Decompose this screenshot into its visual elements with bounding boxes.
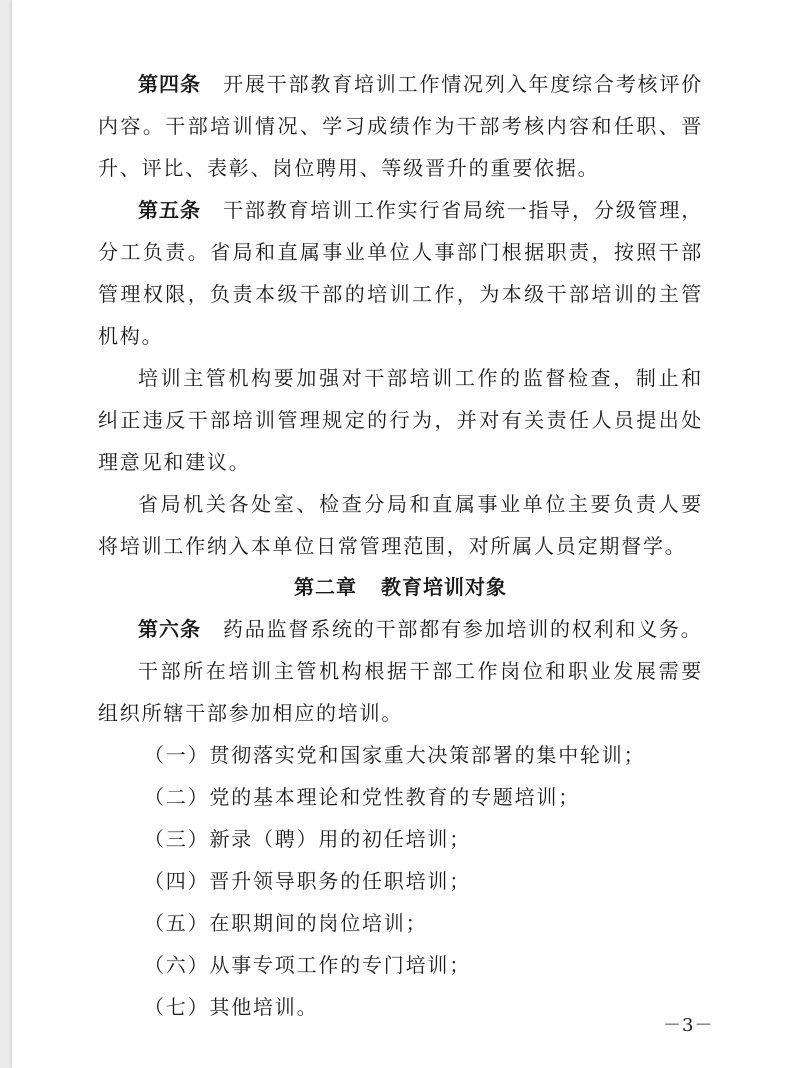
training-type-item-4: （四）晋升领导职务的任职培训；	[144, 869, 471, 893]
article-4-paragraph	[98, 63, 703, 189]
training-type-item-3: （三）新录（聘）用的初任培训；	[144, 827, 471, 851]
article-5-paragraph-3: 省局机关各处室、检查分局和直属事业单位主要负责人要将培训工作纳入本单位日常管理范围，对所属人员定期督学。	[98, 492, 703, 558]
document-page	[12, 0, 808, 1068]
article-6-text: 药品监督系统的干部都有参加培训的权利和义务。	[223, 617, 703, 641]
page-number: －3－	[663, 1015, 714, 1036]
article-6-label: 第六条	[138, 617, 201, 641]
training-type-item-2: （二）党的基本理论和党性教育的专题培训；	[144, 785, 580, 809]
article-5-label: 第五条	[138, 198, 202, 222]
article-5-paragraph	[98, 189, 703, 357]
chapter-2-title: 教育培训对象	[381, 575, 507, 599]
training-type-item-1: （一）贯彻落实党和国家重大决策部署的集中轮训；	[144, 743, 646, 767]
document-body	[98, 63, 703, 1028]
article-6-paragraph	[98, 608, 703, 650]
training-type-item-7: （七）其他培训。	[144, 995, 319, 1019]
article-4-text: 开展干部教育培训工作情况列入年度综合考核评价内容。干部培训情况、学习成绩作为干部考核内容和任职、晋升、评比、表彰、岗位聘用、等级晋升的重要依据。	[98, 72, 703, 180]
chapter-2-number: 第二章	[294, 575, 357, 599]
article-4-label: 第四条	[138, 72, 202, 96]
article-6-paragraph-2: 干部所在培训主管机构根据干部工作岗位和职业发展需要组织所辖干部参加相应的培训。	[98, 659, 703, 725]
article-5-text: 干部教育培训工作实行省局统一指导，分级管理，分工负责。省局和直属事业单位人事部门根据职责，按照干部管理权限，负责本级干部的培训工作，为本级干部培训的主管机构。	[98, 198, 703, 348]
article-5-paragraph-2: 培训主管机构要加强对干部培训工作的监督检查，制止和纠正违反干部培训管理规定的行为，并对有关责任人员提出处理意见和建议。	[98, 366, 703, 474]
training-type-item-5: （五）在职期间的岗位培训；	[144, 911, 428, 935]
training-type-item-6: （六）从事专项工作的专门培训；	[144, 953, 471, 977]
chapter-2-heading	[98, 567, 703, 608]
